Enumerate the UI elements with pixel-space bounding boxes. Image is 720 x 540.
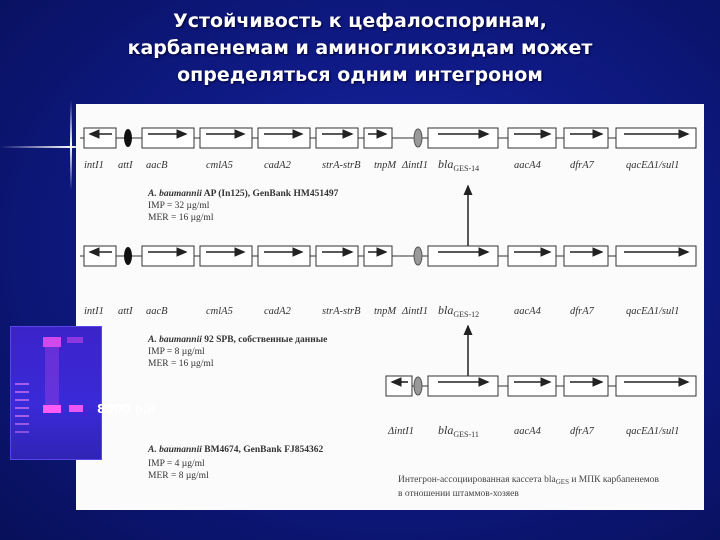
gene-label: qacEΔ1/sul1 — [626, 306, 680, 317]
gene-label: aacA4 — [514, 306, 541, 317]
gene-label-bla — [438, 423, 479, 439]
diagram-caption — [398, 474, 660, 499]
bla-subscript: GES-14 — [453, 164, 480, 173]
gene-label: aacA4 — [514, 160, 541, 171]
gene-label: strA-strB — [322, 160, 361, 171]
svg-text:A. baumannii AP (In125), GenBa — [147, 188, 339, 199]
gene-label: tnpM — [374, 306, 397, 317]
caption-text-end: и МПК карбапенемов — [568, 475, 660, 485]
strain-info-3 — [147, 445, 324, 481]
gene-labels-row-1 — [84, 157, 679, 173]
integron-map-row-2 — [80, 246, 696, 266]
imp-mic: IMP = 32 µg/ml — [148, 201, 210, 211]
mer-mic: MER = 16 µg/ml — [148, 359, 214, 369]
title-line-3: определяться одним интегроном — [177, 64, 543, 86]
mer-mic: MER = 16 µg/ml — [148, 213, 214, 223]
caption-line-1 — [398, 474, 660, 486]
gene-label: qacEΔ1/sul1 — [626, 426, 680, 437]
gene-label: ΔintI1 — [402, 306, 428, 317]
gene-label: cmlA5 — [206, 306, 233, 317]
bla-subscript: GES-12 — [453, 310, 480, 319]
gene-label: intI1 — [84, 306, 104, 317]
gene-label: cmlA5 — [206, 160, 233, 171]
caption-line-2: в отношении штаммов-хозяев — [398, 489, 519, 499]
slide-title — [0, 8, 720, 89]
gel-electrophoresis-image — [10, 326, 102, 460]
strain-info-1 — [147, 188, 339, 223]
gene-label: cadA2 — [264, 160, 291, 171]
title-line-1: Устойчивость к цефалоспоринам, — [173, 10, 547, 32]
gene-label: aacB — [146, 160, 168, 171]
strain-species: A. baumannii — [148, 445, 202, 455]
gene-label: intI1 — [84, 160, 104, 171]
strain-name: 92 SPB, собственные данные — [204, 335, 328, 345]
bla-name: bla — [438, 157, 454, 171]
bla-name: bla — [438, 423, 454, 437]
integron-map-row-1 — [80, 128, 696, 148]
svg-text:A. baumannii 92 SPB, собственн — [147, 334, 327, 345]
mer-mic: MER = 8 µg/ml — [148, 471, 209, 481]
gene-label: ΔintI1 — [402, 160, 428, 171]
gene-labels-row-2 — [84, 303, 679, 319]
strain-name: BM4674, GenBank FJ854362 — [204, 445, 324, 455]
gene-label: attI — [118, 160, 133, 171]
gene-labels-row-3 — [387, 423, 679, 439]
gene-label: strA-strB — [322, 306, 361, 317]
gene-label-bla — [438, 303, 479, 319]
imp-mic: IMP = 4 µg/ml — [148, 459, 205, 469]
gene-label: dfrA7 — [570, 426, 594, 437]
imp-mic: IMP = 8 µg/ml — [148, 347, 205, 357]
gene-label: attI — [118, 306, 133, 317]
gene-label: cadA2 — [264, 306, 291, 317]
gene-label: tnpM — [374, 160, 397, 171]
caption-subscript: GES — [555, 478, 569, 486]
gene-label: dfrA7 — [570, 306, 594, 317]
strain-species: A. baumannii — [148, 335, 202, 345]
strain-info-2 — [147, 334, 327, 369]
strain-name: AP (In125), GenBank HM451497 — [203, 189, 339, 199]
gene-label: aacB — [146, 306, 168, 317]
integron-map-row-3 — [386, 376, 696, 396]
gene-label: qacEΔ1/sul1 — [626, 160, 680, 171]
gene-label: dfrA7 — [570, 160, 594, 171]
bla-subscript: GES-11 — [453, 430, 479, 439]
caption-text: Интегрон-ассоциированная кассета bla — [398, 475, 556, 485]
svg-text:A. baumannii BM4674, GenBank F — [147, 445, 324, 455]
title-line-2: карбапенемам и аминогликозидам может — [127, 37, 593, 59]
gene-label-bla — [438, 157, 479, 173]
strain-species: A. baumannii — [148, 189, 202, 199]
gene-label: ΔintI1 — [388, 426, 414, 437]
integron-diagram — [76, 104, 704, 510]
integron-diagram-panel — [76, 104, 704, 510]
gel-size-label: 8000 п.н — [97, 402, 156, 416]
gel-bands — [11, 327, 101, 459]
sparkle-decoration-vertical — [70, 100, 72, 190]
gene-label: aacA4 — [514, 426, 541, 437]
bla-name: bla — [438, 303, 454, 317]
